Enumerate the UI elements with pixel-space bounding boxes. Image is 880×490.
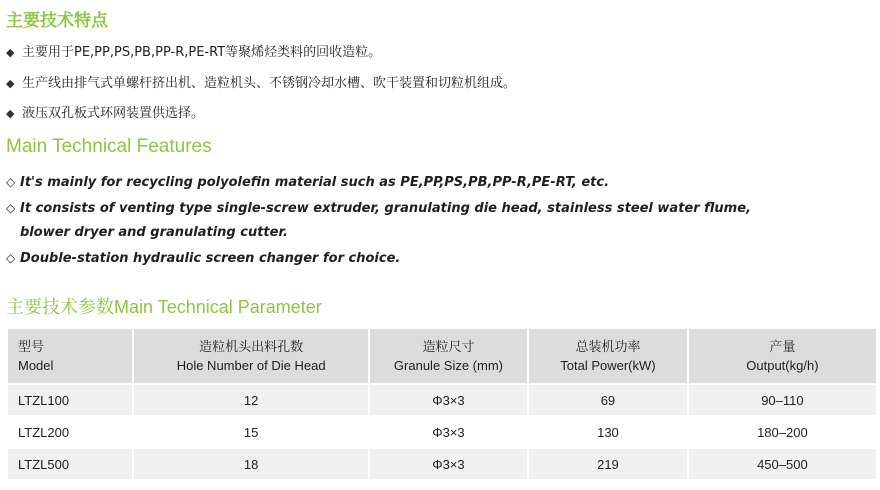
cell-output: 450–500 [688,448,877,480]
cell-granule-size: Φ3×3 [369,384,528,416]
cn-features-heading: 主要技术特点 [6,11,108,30]
cell-model: LTZL200 [7,416,133,448]
diamond-filled-icon: ◆ [6,107,15,120]
diamond-outline-icon: ◇ [6,251,16,265]
cell-total-power: 130 [528,416,688,448]
cell-output: 90–110 [688,384,877,416]
en-features-heading: Main Technical Features [6,136,212,157]
cn-bullet [6,102,204,121]
en-bullet-text: It's mainly for recycling polyolefin material such as PE,PP,PS,PB,PP-R,PE-RT, etc. [20,175,610,190]
cell-output: 180–200 [688,416,877,448]
cell-total-power: 219 [528,448,688,480]
parameter-heading: 主要技术参数Main Technical Parameter [6,297,322,317]
parameter-table [6,327,878,481]
en-bullet-text: Double-station hydraulic screen changer for choice. [20,251,401,266]
diamond-filled-icon: ◆ [6,46,15,59]
cell-model: LTZL500 [7,448,133,480]
en-bullet [6,175,609,190]
en-bullet [6,201,751,216]
header-output: 产量 Output(kg/h) [688,328,877,384]
cell-granule-size: Φ3×3 [369,416,528,448]
header-granule-size: 造粒尺寸 Granule Size (mm) [369,328,528,384]
diamond-outline-icon: ◇ [6,175,16,189]
header-total-power: 总装机功率 Total Power(kW) [528,328,688,384]
diamond-filled-icon: ◆ [6,77,15,90]
cell-hole-number: 18 [133,448,368,480]
table-row [7,384,877,416]
cn-bullet-text: 主要用于PE,PP,PS,PB,PP-R,PE-RT等聚烯烃类料的回收造粒。 [22,45,382,60]
cell-model: LTZL100 [7,384,133,416]
table-row [7,416,877,448]
cn-bullet [6,41,381,60]
cell-granule-size: Φ3×3 [369,448,528,480]
table-header-row [7,328,877,384]
table-row [7,448,877,480]
cn-bullet [6,72,516,91]
header-model: 型号 Model [7,328,133,384]
en-bullet [6,251,400,266]
cn-bullet-text: 生产线由排气式单螺杆挤出机、造粒机头、不锈钢冷却水槽、吹干装置和切粒机组成。 [22,76,517,91]
en-bullet-continuation: blower dryer and granulating cutter. [20,225,288,240]
cell-total-power: 69 [528,384,688,416]
header-hole-number: 造粒机头出料孔数 Hole Number of Die Head [133,328,368,384]
cell-hole-number: 12 [133,384,368,416]
cn-bullet-text: 液压双孔板式环网装置供选择。 [22,106,205,121]
en-bullet-text: It consists of venting type single-screw extruder, granulating die head, stainless steel water flume, [20,201,751,216]
cell-hole-number: 15 [133,416,368,448]
diamond-outline-icon: ◇ [6,201,16,215]
